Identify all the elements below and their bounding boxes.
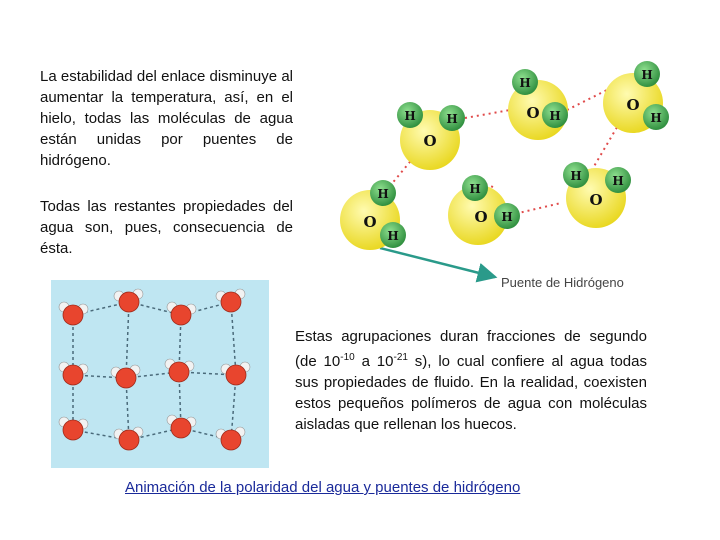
paragraph-cluster-duration [295, 326, 647, 435]
lattice-oxygen-atom [221, 430, 241, 450]
lattice-oxygen-atom [116, 368, 136, 388]
water-polarity-animation-link[interactable]: Animación de la polaridad del agua y puentes de hidrógeno [125, 479, 521, 496]
bridge-arrow [380, 248, 495, 277]
hydrogen-label: H [501, 210, 513, 224]
water-molecule-2 [508, 69, 568, 140]
hydrogen-label: H [612, 174, 624, 188]
oxygen-label: O [363, 213, 377, 231]
p3-text-middle: a 10 [354, 353, 394, 370]
hydrogen-label: H [446, 112, 458, 126]
hydrogen-label: H [387, 229, 399, 243]
hydrogen-label: H [570, 169, 582, 183]
oxygen-label: O [526, 104, 540, 122]
p3-exponent-2: -21 [393, 352, 408, 363]
lattice-oxygen-atom [171, 418, 191, 438]
paragraph-properties-consequence: Todas las restantes propiedades del agua son, pues, consecuencia de ésta. [40, 198, 293, 257]
water-molecule-1 [397, 102, 465, 170]
hydrogen-label: H [641, 68, 653, 82]
oxygen-label: O [626, 96, 640, 114]
lattice-oxygen-atom [226, 365, 246, 385]
p3-text-after: s), lo cual confiere al agua todas sus propiedades de fluido. En la realidad, coexisten estos pequeños polímeros de agua con moléculas aisladas que rellenan los huecos. [295, 353, 647, 433]
oxygen-label: O [589, 191, 603, 209]
bridge-label: Puente de Hidrógeno [501, 275, 624, 290]
water-molecule-6 [563, 162, 631, 228]
hydrogen-label: H [404, 109, 416, 123]
lattice-oxygen-atom [63, 305, 83, 325]
water-molecule-3 [603, 61, 669, 133]
lattice-oxygen-atom [63, 365, 83, 385]
lattice-oxygen-atom [221, 292, 241, 312]
hydrogen-label: H [377, 187, 389, 201]
water-molecule-5 [448, 175, 520, 245]
oxygen-label: O [474, 208, 488, 226]
lattice-oxygen-atom [169, 362, 189, 382]
lattice-oxygen-atom [119, 292, 139, 312]
hydrogen-label: H [469, 182, 481, 196]
paragraph-hydrogen-bond-stability: La estabilidad del enlace disminuye al aumentar la temperatura, así, en el hielo, todas las moléculas de agua están unidas por puentes de hidrógeno. [40, 68, 293, 169]
lattice-oxygen-atom [119, 430, 139, 450]
lattice-oxygen-atom [63, 420, 83, 440]
hydrogen-label: H [519, 76, 531, 90]
hydrogen-label: H [549, 109, 561, 123]
ice-lattice-image [51, 280, 269, 468]
water-molecule-4 [340, 180, 406, 250]
hydrogen-label: H [650, 111, 662, 125]
hydrogen-bond-diagram [330, 55, 675, 295]
p3-text-before: Estas agrupaciones duran fracciones de segundo (de 10 [295, 328, 647, 370]
lattice-oxygen-atom [171, 305, 191, 325]
p3-exponent-1: -10 [340, 352, 355, 363]
oxygen-label: O [423, 132, 437, 150]
